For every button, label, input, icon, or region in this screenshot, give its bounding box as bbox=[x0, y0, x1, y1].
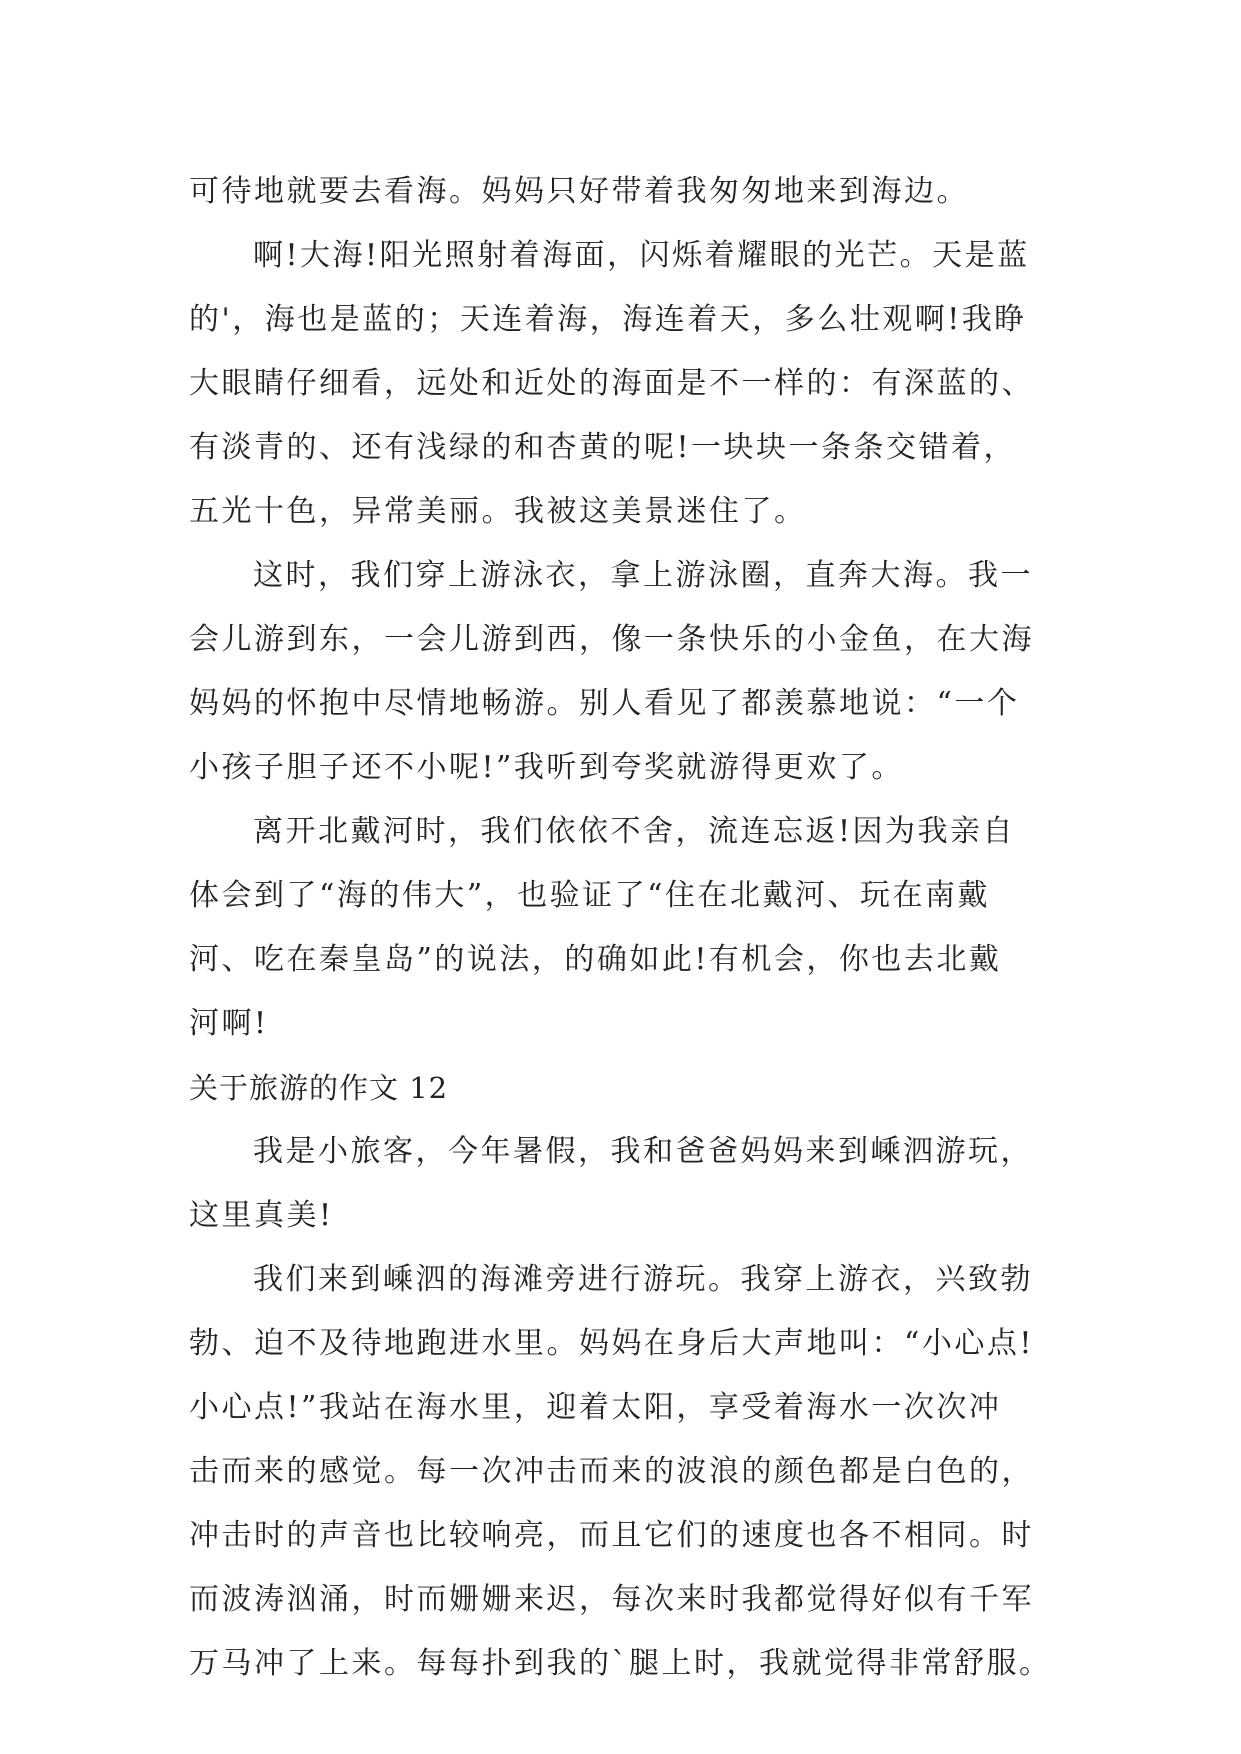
text-line: 我是小旅客，今年暑假，我和爸爸妈妈来到嵊泗游玩， bbox=[253, 1134, 1033, 1169]
text-line: 冲击时的声音也比较响亮，而且它们的速度也各不相同。时 bbox=[189, 1518, 1034, 1553]
text-line: 有淡青的、还有浅绿的和杏黄的呢!一块块一条条交错着， bbox=[189, 430, 1017, 465]
text-line: 的'，海也是蓝的；天连着海，海连着天，多么壮观啊!我睁 bbox=[189, 302, 1027, 337]
text-line: 小心点!”我站在海水里，迎着太阳，享受着海水一次次冲 bbox=[189, 1390, 1002, 1425]
text-line: 河、吃在秦皇岛”的说法，的确如此!有机会，你也去北戴 bbox=[189, 942, 1002, 977]
text-line: 万马冲了上来。每每扑到我的`腿上时，我就觉得非常舒服。 bbox=[189, 1646, 1052, 1681]
text-line: 体会到了“海的伟大”，也验证了“住在北戴河、玩在南戴 bbox=[189, 878, 991, 913]
text-line: 离开北戴河时，我们依依不舍，流连忘返!因为我亲自 bbox=[253, 814, 1016, 849]
text-line: 而波涛汹涌，时而姗姗来迟，每次来时我都觉得好似有千军 bbox=[189, 1582, 1034, 1617]
text-line: 妈妈的怀抱中尽情地畅游。别人看见了都羡慕地说：“一个 bbox=[189, 686, 1020, 721]
section-heading: 关于旅游的作文 12 bbox=[189, 1071, 449, 1105]
text-line: 河啊! bbox=[189, 1006, 269, 1041]
text-line: 击而来的感觉。每一次冲击而来的波浪的颜色都是白色的， bbox=[189, 1454, 1034, 1489]
text-line: 可待地就要去看海。妈妈只好带着我匆匆地来到海边。 bbox=[189, 174, 969, 209]
text-line: 我们来到嵊泗的海滩旁进行游玩。我穿上游衣，兴致勃 bbox=[253, 1262, 1033, 1297]
text-line: 大眼睛仔细看，远处和近处的海面是不一样的：有深蓝的、 bbox=[189, 366, 1034, 401]
text-line: 小孩子胆子还不小呢!”我听到夸奖就游得更欢了。 bbox=[189, 750, 904, 785]
text-line: 这里真美! bbox=[189, 1198, 334, 1233]
text-line: 五光十色，异常美丽。我被这美景迷住了。 bbox=[189, 494, 807, 529]
document-body bbox=[189, 160, 1073, 1696]
text-line: 勃、迫不及待地跑进水里。妈妈在身后大声地叫：“小心点! bbox=[189, 1326, 1034, 1361]
text-line: 会儿游到东，一会儿游到西，像一条快乐的小金鱼，在大海 bbox=[189, 622, 1034, 657]
text-line: 这时，我们穿上游泳衣，拿上游泳圈，直奔大海。我一 bbox=[253, 558, 1033, 593]
text-line: 啊!大海!阳光照射着海面，闪烁着耀眼的光芒。天是蓝 bbox=[253, 238, 1030, 273]
